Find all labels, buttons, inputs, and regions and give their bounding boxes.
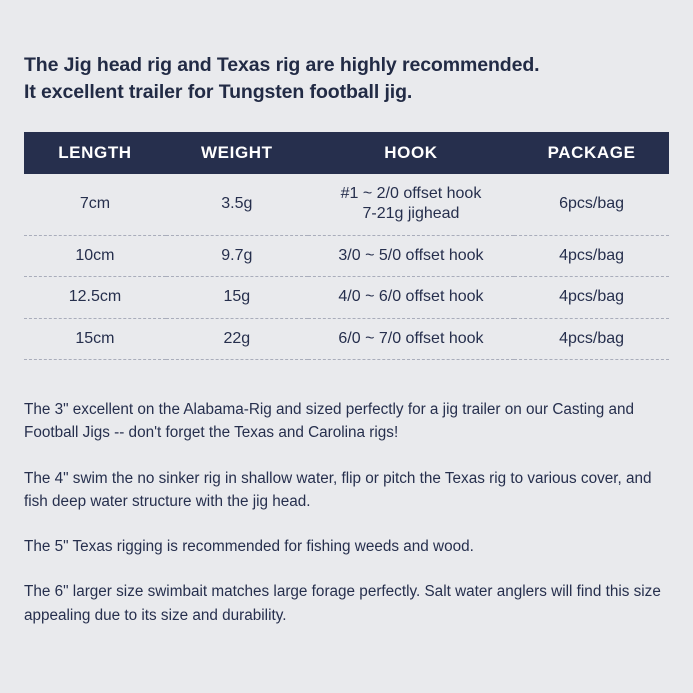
cell-hook-line-2: 7-21g jighead: [362, 205, 460, 223]
cell-weight: 3.5g: [166, 174, 308, 235]
cell-hook: 3/0 ~ 5/0 offset hook: [308, 235, 514, 276]
table-row: [24, 277, 669, 318]
cell-hook: 4/0 ~ 6/0 offset hook: [308, 277, 514, 318]
cell-hook: [308, 174, 514, 235]
cell-length: 10cm: [24, 235, 166, 276]
description-notes: [24, 398, 669, 627]
cell-package: 4pcs/bag: [514, 318, 669, 359]
note-3-inch: The 3" excellent on the Alabama-Rig and sized perfectly for a jig trailer on our Casting and Football Jigs -- don't forget the Texas and Carolina rigs!: [24, 401, 634, 442]
note-4-inch: The 4" swim the no sinker rig in shallow water, flip or pitch the Texas rig to various cover, and fish deep water structure with the jig head.: [24, 469, 652, 510]
table-row: [24, 318, 669, 359]
page-headline: [24, 52, 669, 106]
cell-weight: 15g: [166, 277, 308, 318]
cell-hook-line-1: #1 ~ 2/0 offset hook: [340, 184, 482, 202]
table-header-row: [24, 132, 669, 174]
cell-package: 6pcs/bag: [514, 174, 669, 235]
headline-line-2: It excellent trailer for Tungsten football jig.: [24, 80, 413, 103]
cell-length: 12.5cm: [24, 277, 166, 318]
table-row: [24, 174, 669, 235]
cell-weight: 22g: [166, 318, 308, 359]
cell-package: 4pcs/bag: [514, 277, 669, 318]
table-row: [24, 235, 669, 276]
column-header-weight: WEIGHT: [166, 132, 308, 174]
column-header-length: LENGTH: [24, 132, 166, 174]
column-header-hook: HOOK: [308, 132, 514, 174]
note-5-inch: The 5" Texas rigging is recommended for fishing weeds and wood.: [24, 538, 474, 556]
cell-package: 4pcs/bag: [514, 235, 669, 276]
cell-hook: 6/0 ~ 7/0 offset hook: [308, 318, 514, 359]
table-header: [24, 132, 669, 174]
table-body: [24, 174, 669, 360]
note-6-inch: The 6" larger size swimbait matches large forage perfectly. Salt water anglers will find this size appealing due to its size and durability.: [24, 583, 661, 624]
specification-table: [24, 132, 669, 360]
cell-length: 7cm: [24, 174, 166, 235]
column-header-package: PACKAGE: [514, 132, 669, 174]
headline-line-1: The Jig head rig and Texas rig are highly recommended.: [24, 54, 540, 76]
cell-length: 15cm: [24, 318, 166, 359]
cell-weight: 9.7g: [166, 235, 308, 276]
